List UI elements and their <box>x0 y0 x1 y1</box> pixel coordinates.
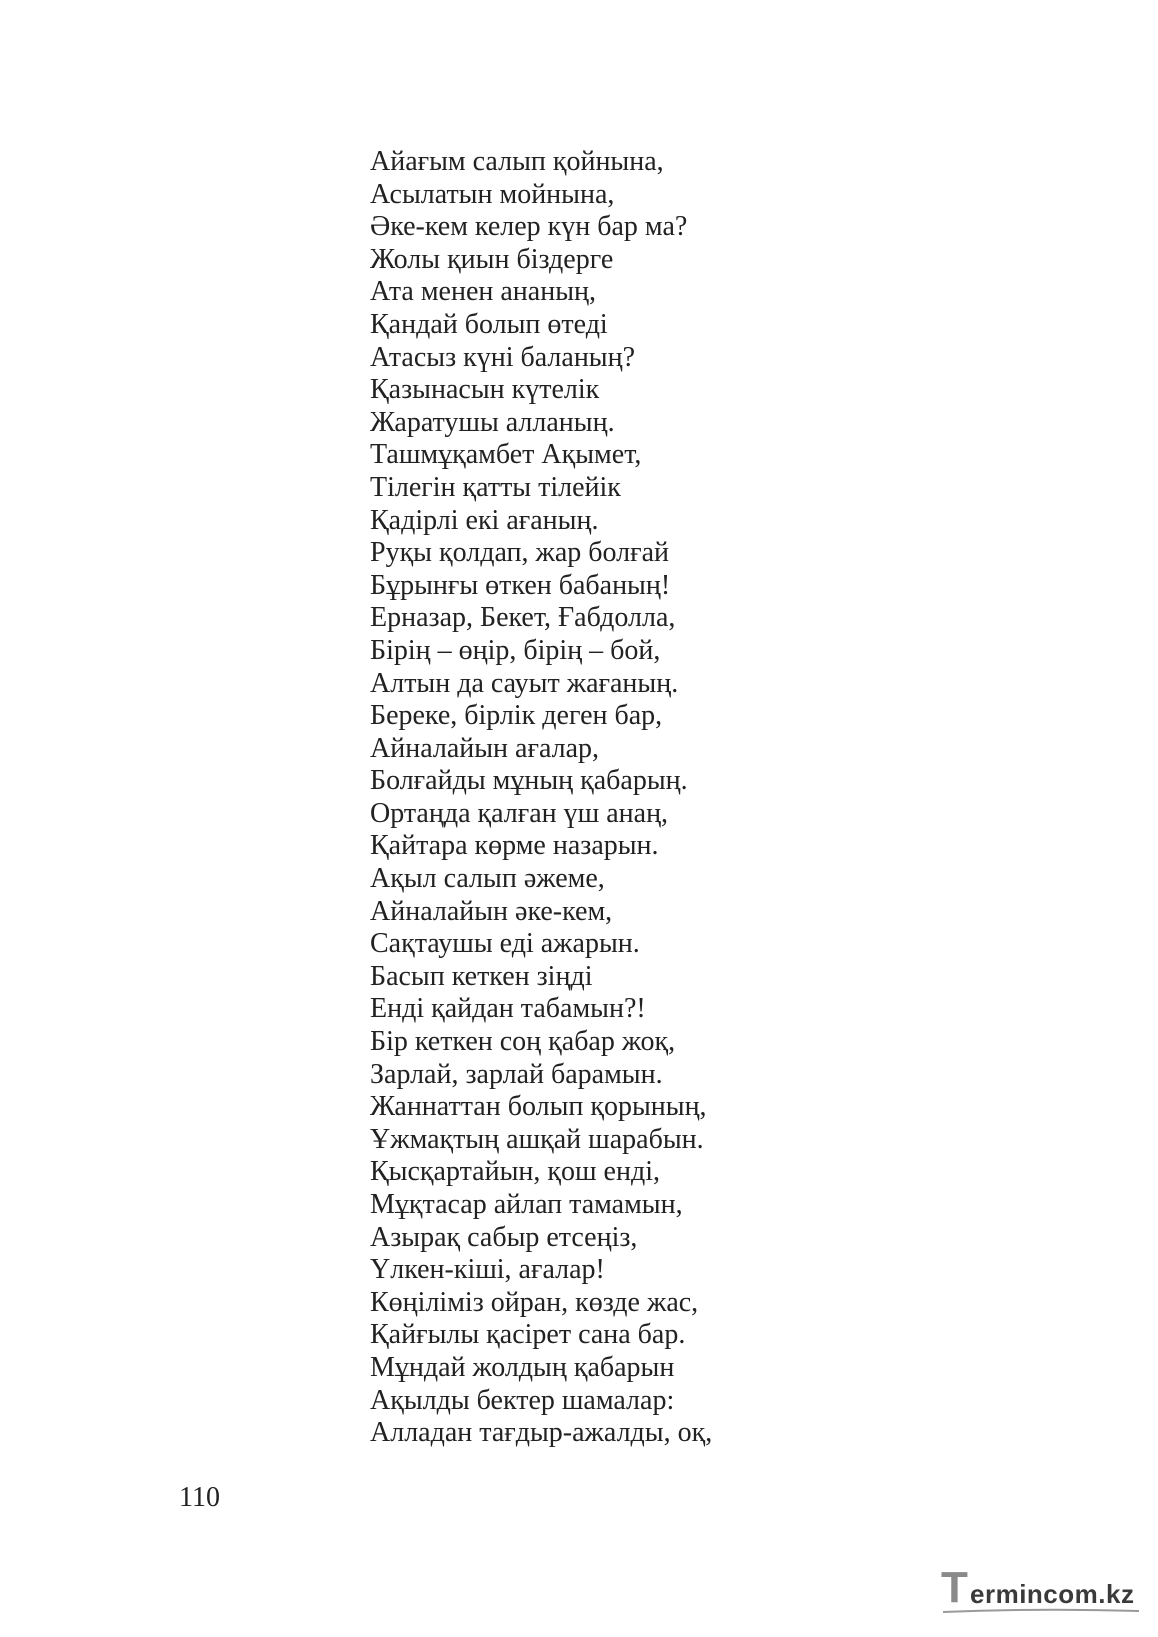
poem-line: Ерназар, Бекет, Ғабдолла, <box>370 602 676 634</box>
poem-line: Руқы қолдап, жар болғай <box>370 537 670 569</box>
poem-line: Айналайын әке-кем, <box>370 895 613 927</box>
poem-line: Бірің – өңір, бірің – бой, <box>370 634 661 666</box>
poem-line: Басып кеткен зіңді <box>370 960 593 992</box>
poem-line: Азырақ сабыр етсеңіз, <box>370 1221 638 1253</box>
poem-line: Қазынасын күтелік <box>370 374 600 406</box>
poem-line: Ташмұқамбет Ақымет, <box>370 439 642 471</box>
poem-line: Ақылды бектер шамалар: <box>370 1384 675 1416</box>
poem-line: Айналайын ағалар, <box>370 732 600 764</box>
swoosh-icon <box>943 1608 1139 1614</box>
page-number: 110 <box>179 1482 220 1513</box>
poem-line: Қайғылы қасірет сана бар. <box>370 1319 686 1351</box>
poem-line: Атасыз күні баланың? <box>370 341 636 373</box>
poem-line: Жаннаттан болып қорының, <box>370 1091 707 1123</box>
poem-line: Көңіліміз ойран, көзде жас, <box>370 1286 699 1318</box>
poem-line: Бұрынғы өткен бабаның! <box>370 569 671 601</box>
poem-line: Жаратушы алланың. <box>370 406 615 438</box>
poem-line: Сақтаушы еді ажарын. <box>370 928 640 960</box>
poem-line: Алладан тағдыр-ажалды, оқ, <box>370 1417 713 1449</box>
watermark-text: ermincom.kz <box>970 1579 1135 1609</box>
poem-line: Зарлай, зарлай барамын. <box>370 1058 663 1090</box>
poem-line: Қайтара көрме назарын. <box>370 830 659 862</box>
poem-line: Ата менен ананың, <box>370 276 596 308</box>
poem-text <box>370 146 712 1450</box>
poem-line: Жолы қиын біздерге <box>370 243 614 275</box>
poem-line: Ортаңда қалған үш анаң, <box>370 797 669 829</box>
poem-line: Айағым салып қойнына, <box>370 146 664 177</box>
poem-line: Ұжмақтың ашқай шарабын. <box>370 1123 704 1155</box>
poem-line: Енді қайдан табамын?! <box>370 993 646 1025</box>
poem-line: Ақыл салып әжеме, <box>370 863 605 895</box>
poem-line: Болғайды мұның қабарың. <box>370 765 688 797</box>
poem-line: Қадірлі екі ағаның. <box>370 504 599 536</box>
watermark-initial: T <box>941 1563 968 1612</box>
watermark-logo <box>941 1563 1141 1616</box>
poem-line: Алтын да сауыт жағаның. <box>370 667 679 699</box>
poem-line: Бір кеткен соң қабар жоқ, <box>370 1026 676 1058</box>
poem-line: Мұқтасар айлап тамамын, <box>370 1189 683 1220</box>
poem-line: Мұндай жолдың қабарын <box>370 1351 675 1383</box>
poem-line: Асылатын мойнына, <box>370 178 615 210</box>
poem-line: Әке-кем келер күн бар ма? <box>370 211 688 243</box>
poem-line: Қысқартайын, қош енді, <box>370 1156 660 1188</box>
poem-line: Береке, бірлік деген бар, <box>370 700 663 732</box>
poem-line: Тілегін қатты тілейік <box>370 471 621 503</box>
poem-line: Қандай болып өтеді <box>370 308 608 340</box>
poem-line: Үлкен-кіші, ағалар! <box>370 1254 605 1286</box>
